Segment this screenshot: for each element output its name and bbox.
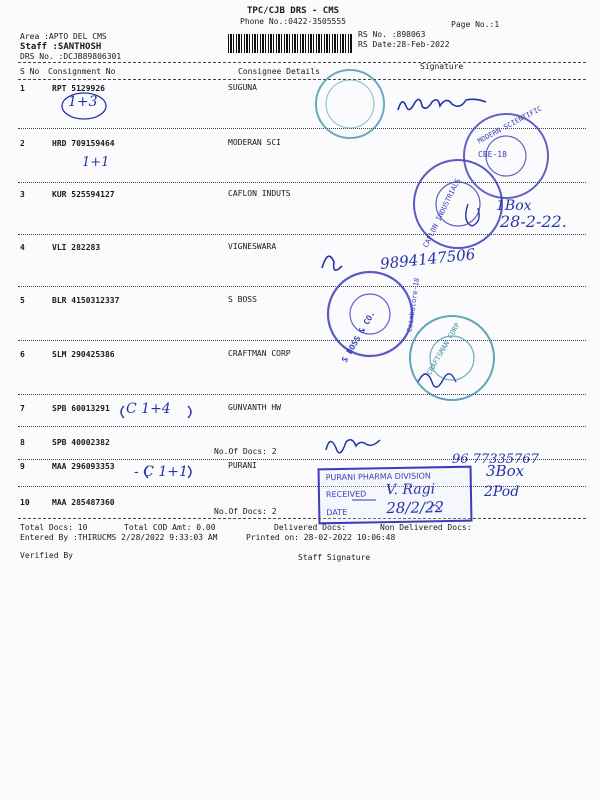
col-signature: Signature	[420, 62, 464, 71]
non-delivered-docs: Non Delivered Docs:	[380, 523, 472, 532]
row-consignee: SUGUNA	[228, 83, 257, 92]
signature-row4	[322, 256, 342, 270]
row-consignment: RPT 5129926	[52, 84, 105, 93]
area-label: Area :APTO DEL CMS	[20, 32, 107, 41]
handwritten-box-row9: 3Box	[486, 462, 525, 480]
verified-by: Verified By	[20, 551, 73, 560]
printed-on: Printed on: 28-02-2022 10:06:48	[246, 533, 396, 542]
row-docs-note: No.Of Docs: 2	[214, 507, 277, 516]
row-sno: 3	[20, 190, 25, 199]
row-consignee: GUNVANTH HW	[228, 403, 281, 412]
col-consignee: Consignee Details	[238, 67, 320, 76]
handwritten-box-row3: 1Box	[496, 198, 532, 214]
rs-number: RS No. :898063	[358, 30, 426, 39]
handwritten-pod-row9: 2Pod	[484, 484, 520, 500]
handwritten-count: - C 1+1	[134, 464, 188, 480]
row-consignee: MODERAN SCI	[228, 138, 281, 147]
signature-row1	[398, 99, 486, 110]
entered-by: Entered By :THIRUCMS 2/28/2022 9:33:03 AM	[20, 533, 218, 542]
row-sno: 8	[20, 438, 25, 447]
row-consignee: PURANI	[228, 461, 257, 470]
col-consignment: Consignment No	[48, 67, 116, 76]
stamp-receiver-name: V. Ragi	[385, 481, 436, 499]
row-consignee: CRAFTMAN CORP	[228, 349, 291, 358]
col-sno: S No	[20, 67, 40, 76]
row-sno: 9	[20, 462, 25, 471]
row-sno: 5	[20, 296, 25, 305]
handwritten-count: 1+1	[82, 155, 110, 170]
total-docs: Total Docs: 10	[20, 523, 88, 532]
row-consignee: VIGNESWARA	[228, 242, 277, 251]
stamp-sboss-text: S BOSS & CO.	[340, 309, 377, 365]
row-sno: 4	[20, 243, 25, 252]
drs-number: DRS No. :DCJB89806301	[20, 52, 122, 61]
circle-mark	[62, 93, 106, 119]
row-consignment: VLI 282283	[52, 243, 101, 252]
row-sno: 1	[20, 84, 25, 93]
staff-signature: Staff Signature	[298, 553, 371, 562]
page-number: Page No.:1	[451, 20, 500, 29]
stamp-caflon-text: CAFLON INDUSTRIALS	[421, 177, 463, 249]
stamp-sboss-city: Coimbatore-18	[405, 277, 422, 333]
handwritten-count: 1+3	[68, 94, 98, 110]
stamp-date-value: 28/2/22	[386, 498, 445, 518]
handwritten-date-row3: 28-2-22.	[500, 212, 567, 231]
row-consignment: SLM 290425386	[52, 350, 115, 359]
row-sno: 7	[20, 404, 25, 413]
total-cod: Total COD Amt: 0.00	[124, 523, 216, 532]
stamp-date-label: DATE	[326, 507, 348, 518]
row-sno: 2	[20, 139, 25, 148]
row-consignment: SPB 40002382	[52, 438, 110, 447]
row-consignment: MAA 285487360	[52, 498, 115, 507]
row-consignment: KUR 525594127	[52, 190, 115, 199]
report-title: TPC/CJB DRS - CMS	[246, 6, 340, 16]
row-consignment: SPB 60013291	[52, 404, 110, 413]
handwritten-phone-row4: 9894147506	[379, 245, 477, 273]
row-docs-note: No.Of Docs: 2	[214, 447, 277, 456]
handwritten-count: C 1+4	[126, 401, 171, 417]
signature-row9	[326, 440, 380, 453]
row-sno: 10	[20, 498, 30, 507]
row-consignment: MAA 296093353	[52, 462, 115, 471]
stamp-moderan-text: MODERN SCIENTIFIC	[476, 104, 544, 146]
row-consignee: CAFLON INDUTS	[228, 189, 291, 198]
delivered-docs: Delivered Docs:	[274, 523, 347, 532]
stamp-company: PURANI PHARMA DIVISION	[325, 471, 431, 483]
staff-label: Staff :SANTHOSH	[20, 42, 102, 52]
handwritten-phone-row9: 96 77335767	[452, 452, 539, 467]
row-consignee: S BOSS	[228, 295, 257, 304]
row-consignment: HRD 709159464	[52, 139, 115, 148]
rs-date: RS Date:28-Feb-2022	[358, 40, 450, 49]
phone-number: Phone No.:0422-3505555	[240, 17, 346, 26]
stamp-received-label: RECEIVED	[325, 489, 367, 500]
stamp-craftsman-text: CRAFTSMAN CORP	[425, 321, 462, 377]
row-sno: 6	[20, 350, 25, 359]
row-consignment: BLR 4150312337	[52, 296, 120, 305]
round-stamp-inner	[326, 80, 374, 128]
received-stamp	[318, 466, 473, 525]
stamp-cbe-text: CBE-18	[478, 150, 507, 159]
